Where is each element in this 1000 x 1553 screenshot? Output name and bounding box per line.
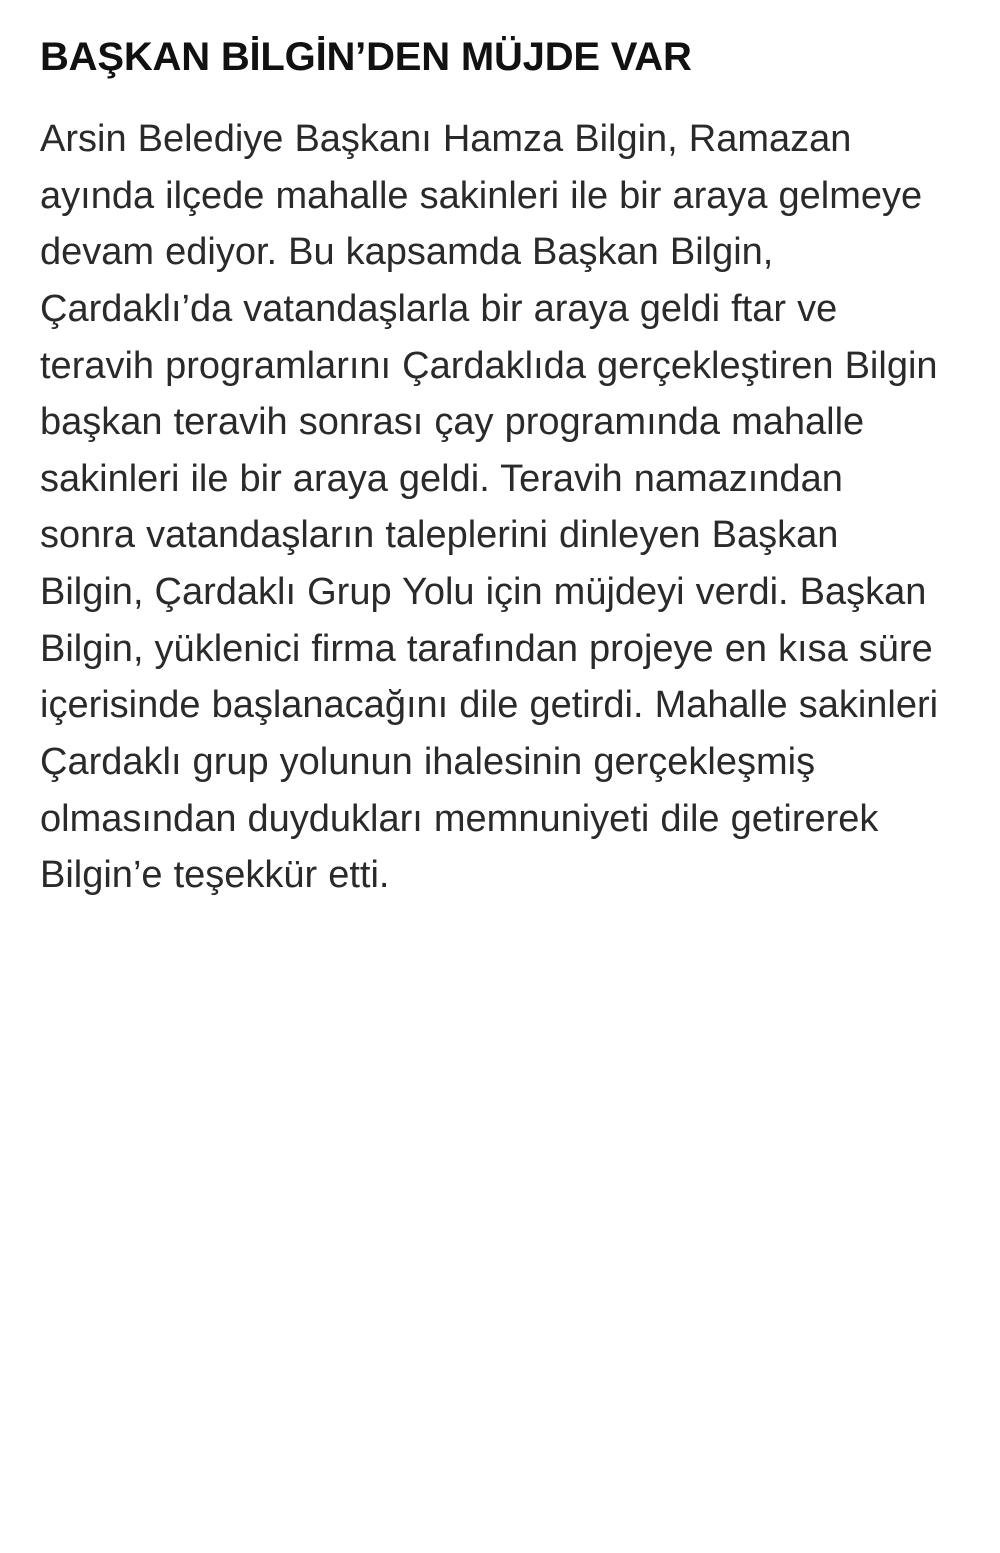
article-body-text: Arsin Belediye Başkanı Hamza Bilgin, Ramazan ayında ilçede mahalle sakinleri ile bir araya gelmeye devam ediyor. Bu kapsamda Başkan Bilgin, Çardaklı’da vatandaşlarla bir araya geldi ftar ve teravih programlarını Çardaklıda gerçekleştiren Bilgin başkan teravih sonrası çay programında mahalle sakinleri ile bir araya geldi. Teravih namazından sonra vatandaşların taleplerini dinleyen Başkan Bilgin, Çardaklı Grup Yolu için müjdeyi verdi. Başkan Bilgin, yüklenici firma tarafından projeye en kısa süre içerisinde başlanacağını dile getirdi. Mahalle sakinleri Çardaklı grup yolunun ihalesinin gerçekleşmiş olmasından duydukları memnuniyeti dile getirerek Bilgin’e teşekkür etti. xyxy=(40,118,939,897)
page-title: BAŞKAN BİLGİN’DEN MÜJDE VAR xyxy=(40,35,692,79)
